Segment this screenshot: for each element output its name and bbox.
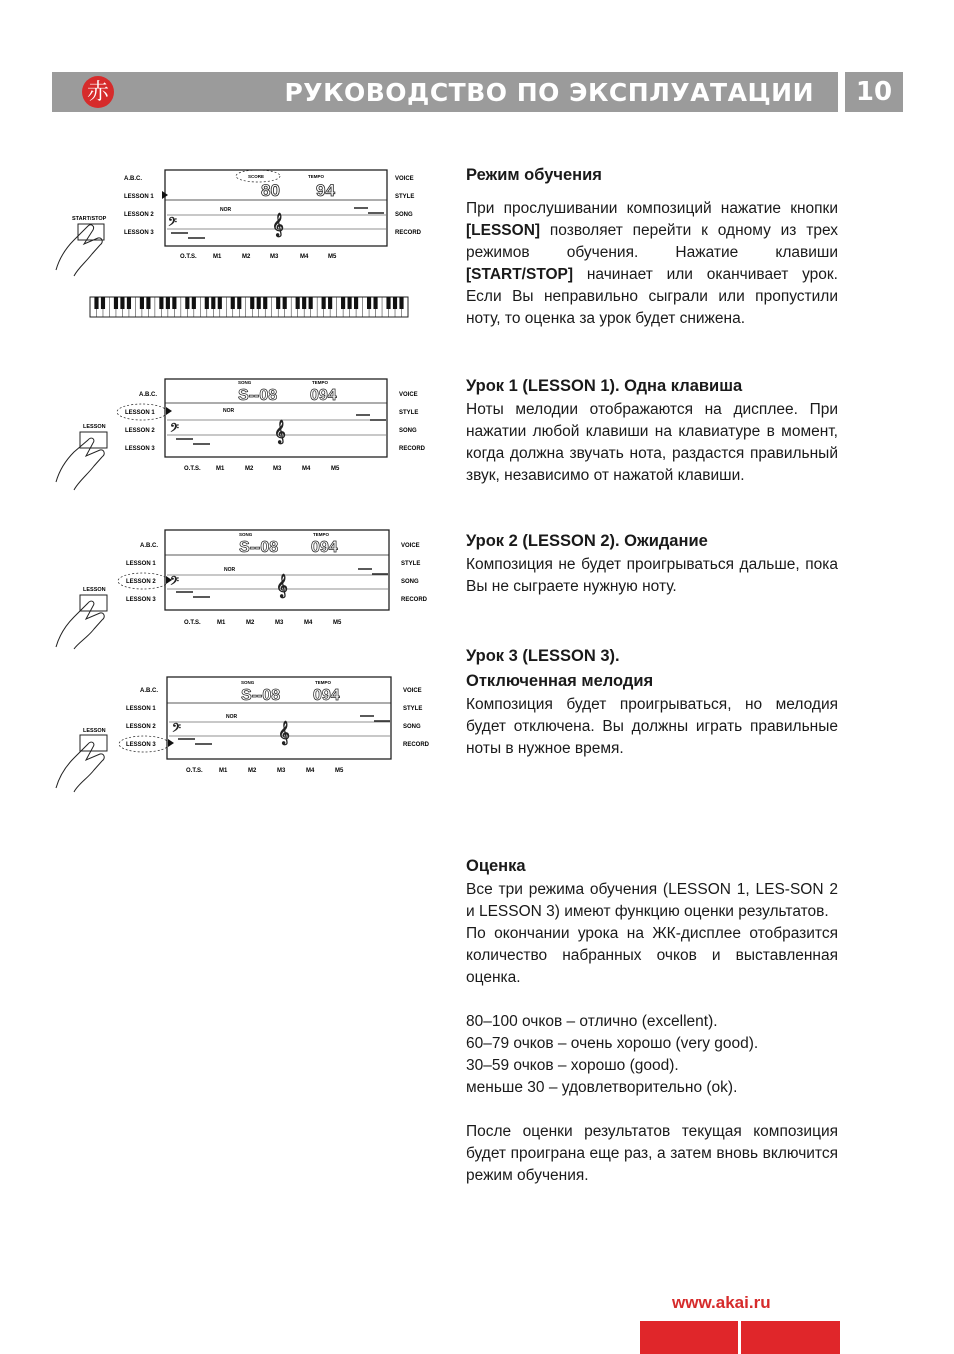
svg-text:A.B.C.: A.B.C. — [140, 543, 158, 549]
measure-m4: M4 — [300, 254, 309, 260]
measure-m5: M5 — [328, 254, 337, 260]
svg-text:RECORD: RECORD — [403, 742, 430, 748]
svg-text:VOICE: VOICE — [401, 543, 420, 549]
svg-text:M3: M3 — [273, 466, 282, 472]
svg-text:S--08: S--08 — [241, 687, 281, 704]
section-body: Композиция будет проигрываться, но мелодия будет отключена. Вы должны играть правильные ноты в нужное время. — [466, 696, 838, 757]
page-number: 10 — [845, 72, 903, 112]
svg-text:LESSON 3: LESSON 3 — [126, 742, 156, 748]
svg-text:STYLE: STYLE — [401, 561, 421, 567]
svg-text:M5: M5 — [335, 768, 344, 774]
svg-text:LESSON 1: LESSON 1 — [126, 561, 156, 567]
svg-text:NOR: NOR — [226, 714, 238, 720]
footer-bar — [640, 1321, 738, 1354]
svg-text:LESSON: LESSON — [83, 424, 106, 430]
section-body: Ноты мелодии отображаются на дисплее. При нажатии любой клавиши на клавиатуре в момент, когда должна звучать нота, раздастся правильный звук, независимо от нажатой клавиши. — [466, 401, 838, 484]
svg-text:LESSON 2: LESSON 2 — [126, 724, 156, 730]
svg-text:SONG: SONG — [401, 579, 419, 585]
svg-text:O.T.S.: O.T.S. — [184, 620, 201, 626]
footer-url[interactable]: www.akai.ru — [672, 1293, 771, 1312]
label-record: RECORD — [395, 230, 422, 236]
svg-text:M1: M1 — [216, 466, 225, 472]
svg-text:M1: M1 — [219, 768, 228, 774]
section-title: Урок 1 (LESSON 1). Одна клавиша — [466, 377, 743, 395]
svg-text:M2: M2 — [245, 466, 254, 472]
svg-text:STYLE: STYLE — [399, 410, 419, 416]
lcd-diagram-score — [48, 160, 438, 330]
svg-text:LESSON 3: LESSON 3 — [126, 597, 156, 603]
svg-text:LESSON 2: LESSON 2 — [125, 428, 155, 434]
svg-text:LESSON 1: LESSON 1 — [125, 410, 155, 416]
header-band — [52, 72, 838, 112]
svg-text:𝄞: 𝄞 — [274, 421, 286, 443]
svg-text:VOICE: VOICE — [399, 392, 418, 398]
score-list-item: 30–59 очков – хорошо (good). — [466, 1057, 679, 1074]
svg-text:O.T.S.: O.T.S. — [184, 466, 201, 472]
keyboard-icon — [90, 297, 408, 317]
svg-text:RECORD: RECORD — [399, 446, 426, 452]
svg-text:SONG: SONG — [239, 532, 253, 537]
svg-text:M4: M4 — [306, 768, 315, 774]
label-song: SONG — [395, 212, 413, 218]
svg-text:NOR: NOR — [224, 567, 236, 573]
svg-text:094: 094 — [313, 687, 340, 704]
svg-text:TEMPO: TEMPO — [313, 532, 330, 537]
label-lesson2: LESSON 2 — [124, 212, 154, 218]
lcd-diagram-lesson3 — [48, 672, 438, 802]
svg-text:𝄢: 𝄢 — [170, 574, 180, 590]
svg-text:TEMPO: TEMPO — [315, 680, 332, 685]
section-title: Урок 3 (LESSON 3). — [466, 647, 620, 665]
section-title: Оценка — [466, 857, 526, 875]
svg-text:𝄢: 𝄢 — [170, 421, 180, 437]
measure-m3: M3 — [270, 254, 279, 260]
measure-ots: O.T.S. — [180, 254, 197, 260]
section-score — [466, 854, 838, 1187]
score-list-item: меньше 30 – удовлетворительно (ok). — [466, 1079, 738, 1096]
svg-text:M5: M5 — [331, 466, 340, 472]
svg-text:LESSON 2: LESSON 2 — [126, 579, 156, 585]
section-title: Режим обучения — [466, 166, 602, 184]
svg-text:M3: M3 — [275, 620, 284, 626]
svg-text:𝄞: 𝄞 — [276, 575, 288, 597]
section-learning-mode — [466, 163, 838, 330]
measure-m2: M2 — [242, 254, 251, 260]
svg-text:NOR: NOR — [223, 408, 235, 414]
score-list-item: 80–100 очков – отлично (excellent). — [466, 1013, 718, 1030]
section-body: При прослушивании композиций нажатие кнопки [LESSON] позволяет перейти к одному из трех режимов обучения. Нажатие клавиши [START/STOP] начинает или оканчивает урок. Если Вы неправильно сыграли или пропустили ноту, то оценка за урок будет снижена. — [466, 200, 838, 327]
svg-text:TEMPO: TEMPO — [312, 380, 329, 385]
svg-text:M2: M2 — [248, 768, 257, 774]
svg-text:094: 094 — [311, 539, 338, 556]
svg-text:M4: M4 — [304, 620, 313, 626]
page-title: РУКОВОДСТВО ПО ЭКСПЛУАТАЦИИ — [284, 78, 814, 107]
svg-text:SONG: SONG — [238, 380, 252, 385]
label-voice: VOICE — [395, 176, 414, 182]
svg-text:LESSON: LESSON — [83, 728, 106, 734]
measure-m1: M1 — [213, 254, 222, 260]
section-body: Композиция не будет проигрываться дальше, пока Вы не сыграете нужную ноту. — [466, 556, 838, 595]
svg-text:𝄞: 𝄞 — [278, 722, 290, 744]
score-value: 80 — [261, 181, 280, 200]
section-body: По окончании урока на ЖК-дисплее отобразится количество набранных очков и выставленная оценка. — [466, 925, 838, 986]
score-list-item: 60–79 очков – очень хорошо (very good). — [466, 1035, 759, 1052]
section-subtitle: Отключенная мелодия — [466, 672, 654, 690]
footer-bar — [741, 1321, 840, 1354]
lcd-diagram-lesson2 — [48, 525, 438, 655]
svg-text:M5: M5 — [333, 620, 342, 626]
label-abc: A.B.C. — [124, 176, 142, 182]
lcd-diagram-lesson1 — [48, 372, 438, 502]
section-lesson1 — [466, 374, 838, 487]
label-tempo: TEMPO — [308, 174, 325, 179]
svg-text:M1: M1 — [217, 620, 226, 626]
brand-logo-icon: 赤 — [82, 76, 114, 108]
label-nor: NOR — [220, 207, 232, 213]
label-score: SCORE — [248, 174, 265, 179]
svg-text:SONG: SONG — [403, 724, 421, 730]
svg-text:M4: M4 — [302, 466, 311, 472]
label-lesson1: LESSON 1 — [124, 194, 154, 200]
svg-text:𝄢: 𝄢 — [172, 721, 182, 737]
svg-text:094: 094 — [310, 387, 337, 404]
svg-text:𝄢: 𝄢 — [168, 215, 178, 231]
svg-text:LESSON: LESSON — [83, 587, 106, 593]
section-lesson2 — [466, 529, 838, 598]
svg-text:RECORD: RECORD — [401, 597, 428, 603]
section-lesson3 — [466, 644, 838, 760]
label-style: STYLE — [395, 194, 415, 200]
svg-text:VOICE: VOICE — [403, 688, 422, 694]
svg-text:𝄞: 𝄞 — [272, 214, 284, 236]
svg-text:M3: M3 — [277, 768, 286, 774]
svg-text:O.T.S.: O.T.S. — [186, 768, 203, 774]
section-title: Урок 2 (LESSON 2). Ожидание — [466, 532, 708, 550]
svg-text:SONG: SONG — [399, 428, 417, 434]
tempo-value: 94 — [316, 181, 335, 200]
section-body: Все три режима обучения (LESSON 1, LES-SON 2 и LESSON 3) имеют функцию оценки результатов. — [466, 881, 838, 920]
svg-text:M2: M2 — [246, 620, 255, 626]
start-stop-label: START/STOP — [72, 216, 107, 222]
svg-text:SONG: SONG — [241, 680, 255, 685]
svg-text:S--08: S--08 — [239, 539, 279, 556]
svg-text:LESSON 3: LESSON 3 — [125, 446, 155, 452]
section-body: После оценки результатов текущая композиция будет проиграна еще раз, а затем вновь включится режим обучения. — [466, 1123, 838, 1184]
svg-text:STYLE: STYLE — [403, 706, 423, 712]
label-lesson3: LESSON 3 — [124, 230, 154, 236]
svg-text:LESSON 1: LESSON 1 — [126, 706, 156, 712]
svg-text:A.B.C.: A.B.C. — [139, 392, 157, 398]
svg-text:A.B.C.: A.B.C. — [140, 688, 158, 694]
svg-text:S--08: S--08 — [238, 387, 278, 404]
